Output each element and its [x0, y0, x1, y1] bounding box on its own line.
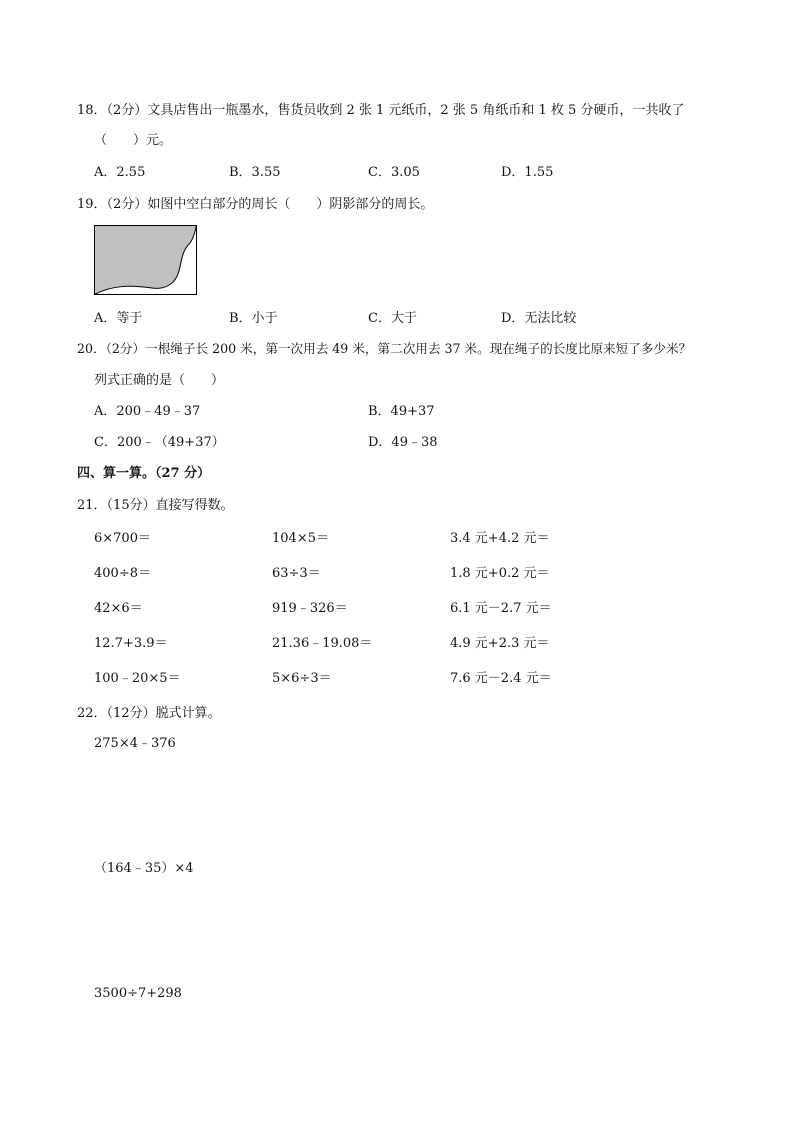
q19-option-d: D．无法比较	[501, 311, 577, 326]
q20-option-d: D．49﹣38	[368, 435, 438, 450]
q19-option-c: C．大于	[368, 311, 417, 326]
q18-option-a: A．2.55	[94, 165, 146, 180]
q20-option-c: C．200﹣（49+37）	[94, 435, 225, 450]
q21-expression: 7.6 元－2.4 元＝	[450, 671, 552, 686]
q21-expression: 21.36﹣19.08＝	[272, 636, 373, 651]
q21-expression: 104×5＝	[272, 531, 329, 546]
q20-option-b: B．49+37	[368, 404, 435, 419]
q21-expression: 4.9 元+2.3 元＝	[450, 636, 550, 651]
q21-expression: 1.8 元+0.2 元＝	[450, 566, 550, 581]
q21-expression: 12.7+3.9＝	[94, 636, 168, 651]
q18-option-b: B．3.55	[229, 165, 281, 180]
q19-option-b: B．小于	[229, 311, 278, 326]
q21-expression: 42×6＝	[94, 601, 143, 616]
q21-expression: 5×6÷3＝	[272, 671, 332, 686]
q20-stem-line2: 列式正确的是（ ）	[94, 373, 225, 388]
q21-expression: 6×700＝	[94, 531, 151, 546]
q18-stem-line1: 18．（2分）文具店售出一瓶墨水，售货员收到 2 张 1 元纸币，2 张 5 角纸币和 1 枚 5 分硬币，一共收了	[77, 103, 685, 118]
q21-expression: 63÷3＝	[272, 566, 321, 581]
q18-option-c: C．3.05	[368, 165, 420, 180]
q19-stem: 19．（2分）如图中空白部分的周长（ ）阴影部分的周长。	[77, 197, 434, 212]
q20-stem-line1: 20．（2分）一根绳子长 200 米，第一次用去 49 米，第二次用去 37 米。现在绳子的长度比原来短了多少米？	[77, 341, 692, 356]
q21-expression: 400÷8＝	[94, 566, 151, 581]
q21-expression: 3.4 元+4.2 元＝	[450, 531, 550, 546]
q19-option-a: A．等于	[94, 311, 143, 326]
q20-option-a: A．200﹣49﹣37	[94, 404, 201, 419]
q21-expression: 100﹣20×5＝	[94, 671, 181, 686]
q22-stem: 22．（12分）脱式计算。	[77, 706, 221, 721]
q18-stem-line2: （ ）元。	[94, 133, 173, 148]
q21-stem: 21．（15分）直接写得数。	[77, 498, 234, 513]
q19-shaded-figure	[94, 225, 197, 295]
q21-expression: 919﹣326＝	[272, 601, 348, 616]
section-4-title: 四、算一算。（27 分）	[77, 466, 211, 481]
q21-expression: 6.1 元－2.7 元＝	[450, 601, 552, 616]
q18-option-d: D．1.55	[501, 165, 554, 180]
q22-expression: （164﹣35）×4	[94, 861, 194, 876]
q22-expression: 3500÷7+298	[94, 986, 182, 1001]
q22-expression: 275×4﹣376	[94, 736, 176, 751]
